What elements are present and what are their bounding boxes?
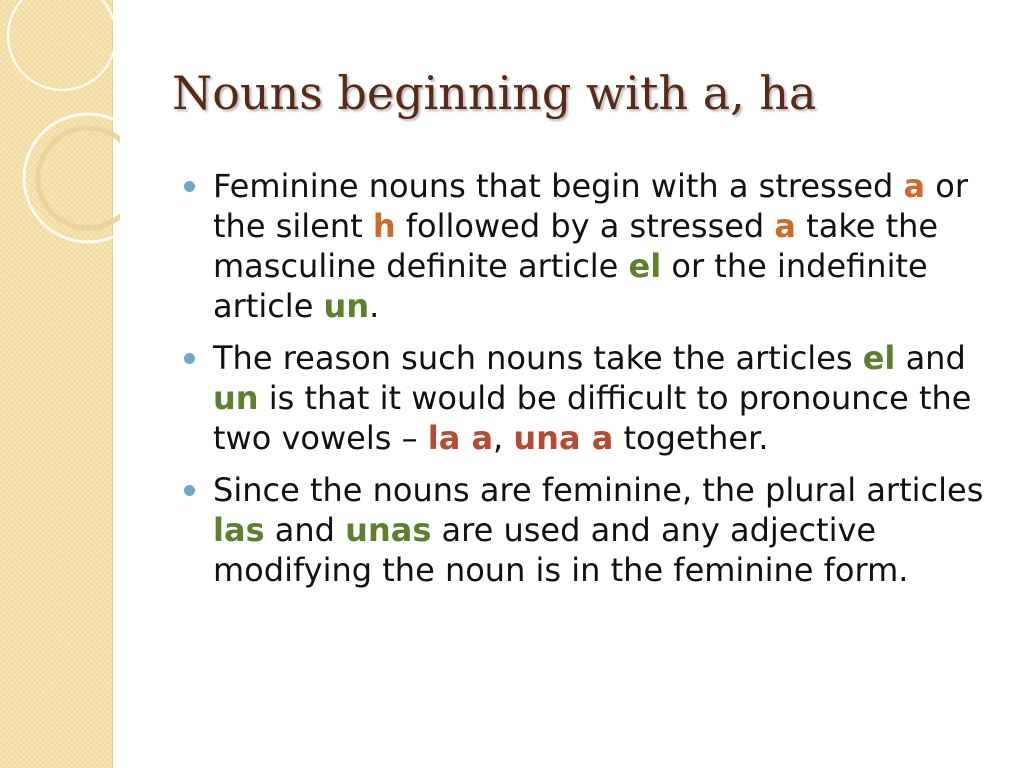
decorative-circle-inner [38, 128, 120, 228]
bullet-dot-icon [184, 353, 195, 364]
bullet-text: and [895, 339, 966, 377]
bullet-text: Feminine nouns that begin with a stressed [213, 167, 904, 205]
bullet-item [184, 338, 994, 458]
bullet-text: followed by a stressed [395, 207, 775, 245]
bullet-text: take the masculine definite article [213, 207, 939, 285]
bullet-item [184, 166, 994, 326]
highlighted-term: las [213, 511, 265, 549]
highlighted-term: a [903, 167, 926, 205]
decorative-circle-large [8, 0, 116, 90]
highlighted-term: un [213, 379, 259, 417]
bullet-list [184, 166, 994, 602]
bullet-text: is that it would be difficult to pronounce the two vowels – [213, 379, 972, 457]
bullet-text: Since the nouns are feminine, the plural articles [213, 471, 984, 509]
bullet-text: and [264, 511, 346, 549]
highlighted-term: el [862, 339, 896, 377]
bullet-item [184, 470, 994, 590]
highlighted-term: el [628, 247, 662, 285]
bullet-text: or the indefinite article [213, 247, 928, 325]
decorative-circles-graphic [0, 0, 120, 260]
slide-title: Nouns beginning with a, ha [172, 66, 817, 120]
highlighted-term: la a [427, 419, 494, 457]
bullet-text: or the silent [213, 167, 969, 245]
highlighted-term: unas [345, 511, 432, 549]
bullet-dot-icon [184, 181, 195, 192]
decorative-side-band [0, 0, 113, 768]
highlighted-term: una a [513, 419, 614, 457]
bullet-text: , [493, 419, 514, 457]
highlighted-term: a [774, 207, 796, 245]
highlighted-term: h [372, 207, 396, 245]
bullet-text: are used and any adjective modifying the noun is in the feminine form. [213, 511, 909, 589]
bullet-text: The reason such nouns take the articles [213, 339, 863, 377]
bullet-dot-icon [184, 485, 195, 496]
bullet-text: . [369, 287, 380, 325]
bullet-text: together. [613, 419, 769, 457]
highlighted-term: un [323, 287, 370, 325]
